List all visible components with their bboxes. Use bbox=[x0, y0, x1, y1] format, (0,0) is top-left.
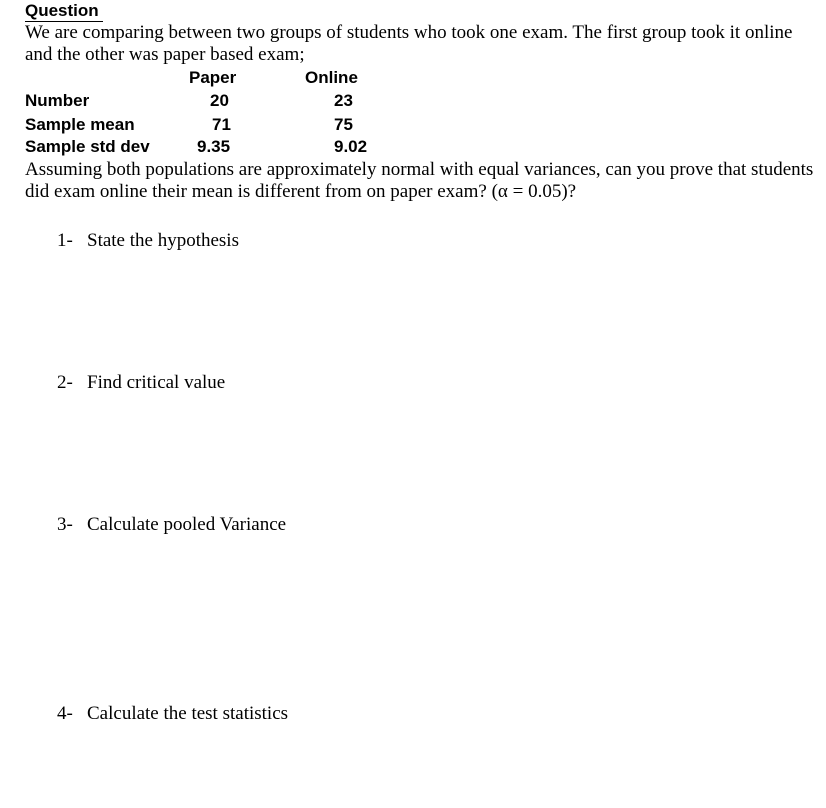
task-text: Find critical value bbox=[87, 372, 226, 393]
table-row-label: Sample std dev bbox=[25, 137, 150, 156]
task-item bbox=[57, 230, 239, 252]
table-row-label: Sample mean bbox=[25, 115, 135, 134]
task-text: Calculate the test statistics bbox=[87, 703, 289, 724]
table-cell-online: 9.02 bbox=[334, 137, 368, 156]
table-cell-paper: 9.35 bbox=[197, 137, 231, 156]
intro-paragraph: We are comparing between two groups of students who took one exam. The first group took it online and the other was paper based exam; bbox=[25, 22, 793, 65]
table-cell-paper: 71 bbox=[212, 115, 231, 134]
task-item bbox=[57, 703, 288, 725]
column-header-online: Online bbox=[305, 68, 358, 87]
table-cell-online: 23 bbox=[334, 91, 353, 110]
task-number: 2- bbox=[57, 372, 73, 393]
table-cell-online: 75 bbox=[334, 115, 353, 134]
table-cell-paper: 20 bbox=[210, 91, 229, 110]
column-header-paper: Paper bbox=[189, 68, 237, 87]
task-text: State the hypothesis bbox=[87, 230, 239, 251]
question-heading: Question bbox=[25, 1, 103, 22]
task-item bbox=[57, 514, 286, 536]
task-number: 4- bbox=[57, 703, 73, 724]
task-number: 1- bbox=[57, 230, 73, 251]
assumption-paragraph: Assuming both populations are approximately normal with equal variances, can you prove that students did exam online their mean is different from on paper exam? (α = 0.05)? bbox=[25, 159, 814, 202]
task-text: Calculate pooled Variance bbox=[87, 514, 287, 535]
table-row-label: Number bbox=[25, 91, 90, 110]
task-number: 3- bbox=[57, 514, 73, 535]
task-item bbox=[57, 372, 225, 394]
